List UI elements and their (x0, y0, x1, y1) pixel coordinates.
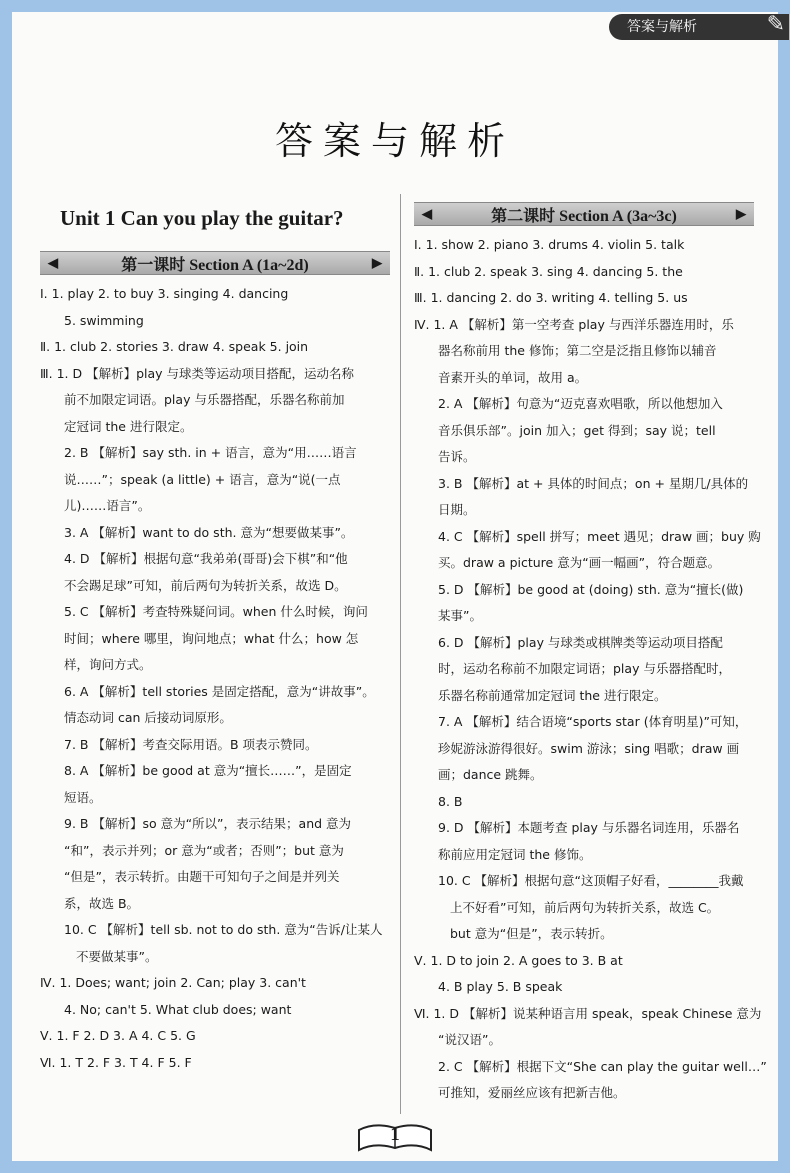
answer-line: Ⅳ. 1. Does; want; join 2. Can; play 3. can't (40, 975, 306, 990)
answer-line: 9. B 【解析】so 意为“所以”，表示结果；and 意为 (64, 816, 352, 831)
answer-line: 5. C 【解析】考查特殊疑问词。when 什么时候，询问 (64, 604, 368, 619)
left-arrow-icon: ◀ (48, 255, 58, 270)
answer-line: 10. C 【解析】tell sb. not to do sth. 意为“告诉/让某人 (64, 922, 383, 937)
answer-line: 4. C 【解析】spell 拼写；meet 遇见；draw 画；buy 购 (438, 528, 761, 544)
header-tag-label: 答案与解析 (627, 19, 697, 35)
answer-line: 前不加限定词语。play 与乐器搭配，乐器名称前加 (64, 392, 345, 407)
answer-line: “说汉语”。 (438, 1032, 501, 1047)
answer-line: Ⅲ. 1. dancing 2. do 3. writing 4. telling 5. us (414, 290, 688, 305)
answer-line: 情态动词 can 后接动词原形。 (64, 710, 232, 725)
left-arrow-icon: ◀ (422, 206, 432, 221)
answer-line: 8. B (438, 793, 463, 809)
answer-line: 5. swimming (64, 312, 144, 328)
answer-line: 4. D 【解析】根据句意“我弟弟(哥哥)会下棋”和“他 (64, 551, 348, 566)
answer-line: 上不好看”可知，前后两句为转折关系，故选 C。 (450, 899, 720, 915)
answer-line: 8. A 【解析】be good at 意为“擅长……”，是固定 (64, 763, 352, 778)
answer-line: Ⅴ. 1. D to join 2. A goes to 3. B at (414, 952, 623, 968)
answer-line: “但是”，表示转折。由题干可知句子之间是并列关 (64, 869, 340, 884)
answer-line: 10. C 【解析】根据句意“这顶帽子好看，________我戴 (438, 873, 744, 888)
right-answer-list (414, 232, 767, 1107)
page-number: 1 (390, 1124, 400, 1145)
answer-line: 不要做某事”。 (76, 948, 158, 964)
left-answer-list (40, 281, 390, 1076)
answer-line: 3. A 【解析】want to do sth. 意为“想要做某事”。 (64, 524, 354, 540)
answer-line: Ⅵ. 1. T 2. F 3. T 4. F 5. F (40, 1054, 192, 1070)
unit-title: Unit 1 Can you play the guitar? (60, 206, 344, 230)
answer-line: but 意为“但是”，表示转折。 (450, 926, 613, 941)
section-title-right: 第二课时 Section A (3a~3c) (491, 207, 677, 225)
answer-line: 2. A 【解析】句意为“迈克喜欢唱歌，所以他想加入 (438, 396, 723, 411)
answer-line: Ⅲ. 1. D 【解析】play 与球类等运动项目搭配，运动名称 (40, 365, 355, 381)
answer-line: 可推知，爱丽丝应该有把新吉他。 (438, 1085, 626, 1100)
answer-line: 画；dance 跳舞。 (438, 767, 543, 782)
answer-line: Ⅱ. 1. club 2. stories 3. draw 4. speak 5. join (40, 339, 309, 354)
answer-line: 时间；where 哪里，询问地点；what 什么；how 怎 (64, 630, 359, 646)
answer-line: “和”，表示并列；or 意为“或者；否则”；but 意为 (64, 842, 344, 858)
answer-line: 时，运动名称前不加限定词语；play 与乐器搭配时， (438, 661, 731, 676)
answer-line: 5. D 【解析】be good at (doing) sth. 意为“擅长(做) (438, 581, 744, 597)
answer-line: 样，询问方式。 (64, 657, 152, 672)
answer-line: 日期。 (438, 502, 476, 517)
right-column (414, 194, 767, 1107)
answer-line: 4. B play 5. B speak (438, 979, 563, 994)
answer-line: 乐器名称前通常加定冠词 the 进行限定。 (438, 687, 667, 703)
answer-line: 不会踢足球”可知，前后两句为转折关系，故选 D。 (64, 577, 347, 593)
answer-line: 告诉。 (438, 449, 476, 464)
answer-line: 2. B 【解析】say sth. in + 语言，意为“用……语言 (64, 445, 357, 460)
answer-line: Ⅳ. 1. A 【解析】第一空考查 play 与西洋乐器连用时，乐 (414, 316, 734, 332)
answer-line: 称前应用定冠词 the 修饰。 (438, 846, 592, 862)
section-title-left: 第一课时 Section A (1a~2d) (121, 256, 309, 274)
answer-line: 4. No; can't 5. What club does; want (64, 1001, 292, 1017)
page-number-badge (355, 1120, 435, 1154)
answer-line: 音乐俱乐部”。join 加入；get 得到；say 说；tell (438, 422, 716, 438)
page-title: 答案与解析 (274, 119, 515, 163)
left-column (40, 202, 390, 1076)
answer-line: Ⅰ. 1. play 2. to buy 3. singing 4. dancing (40, 286, 289, 301)
answer-line: 某事”。 (438, 608, 482, 623)
answer-line: Ⅵ. 1. D 【解析】说某种语言用 speak，speak Chinese 意为 (414, 1005, 762, 1021)
answer-line: 买。draw a picture 意为“画一幅画”，符合题意。 (438, 555, 721, 570)
answer-line: 说……”；speak (a little) + 语言，意为“说(一点 (64, 471, 341, 487)
pencil-icon: ✎ (766, 12, 785, 37)
answer-line: 儿)……语言”。 (64, 498, 151, 513)
right-arrow-icon: ▶ (371, 255, 382, 270)
answer-line: Ⅴ. 1. F 2. D 3. A 4. C 5. G (40, 1028, 196, 1043)
answer-line: 7. A 【解析】结合语境“sports star (体育明星)”可知， (438, 714, 748, 729)
answer-line: 6. D 【解析】play 与球类或棋牌类等运动项目搭配 (438, 634, 723, 650)
answer-line: 3. B 【解析】at + 具体的时间点；on + 星期几/具体的 (438, 475, 749, 491)
answer-line: 定冠词 the 进行限定。 (64, 418, 193, 434)
answer-line: 6. A 【解析】tell stories 是固定搭配，意为“讲故事”。 (64, 683, 375, 699)
section-bar-right (414, 202, 754, 226)
document-page (12, 12, 785, 1161)
answer-line: 音素开头的单词，故用 a。 (438, 369, 588, 385)
answer-line: 2. C 【解析】根据下文“She can play the guitar well…” (438, 1058, 767, 1074)
header-tag (609, 14, 789, 40)
answer-line: Ⅰ. 1. show 2. piano 3. drums 4. violin 5. talk (414, 237, 685, 252)
section-bar-left (40, 251, 390, 275)
answer-line: 器名称前用 the 修饰；第二空是泛指且修饰以辅音 (438, 343, 717, 358)
answer-line: Ⅱ. 1. club 2. speak 3. sing 4. dancing 5. the (414, 263, 683, 279)
right-arrow-icon: ▶ (736, 206, 746, 221)
column-divider (400, 194, 401, 1114)
answer-line: 9. D 【解析】本题考查 play 与乐器名词连用，乐器名 (438, 820, 740, 835)
answer-line: 系，故选 B。 (64, 895, 140, 911)
answer-line: 7. B 【解析】考查交际用语。B 项表示赞同。 (64, 736, 318, 752)
answer-line: 短语。 (64, 789, 102, 805)
answer-line: 珍妮游泳游得很好。swim 游泳；sing 唱歌；draw 画 (438, 740, 740, 756)
